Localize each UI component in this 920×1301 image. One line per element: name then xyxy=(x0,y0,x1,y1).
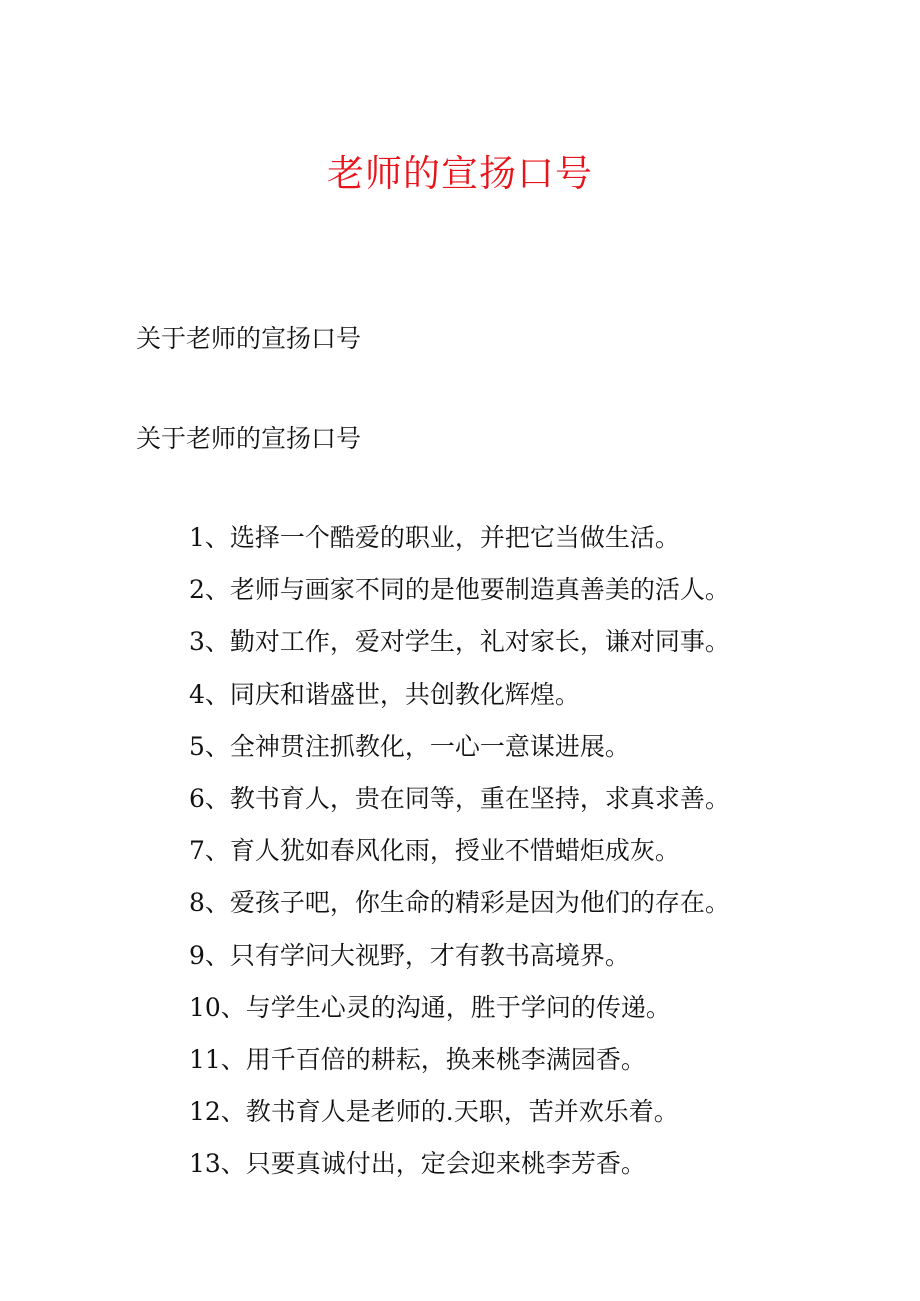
slogan-item: 4、同庆和谐盛世，共创教化辉煌。 xyxy=(189,679,580,709)
slogan-item: 7、育人犹如春风化雨，授业不惜蜡炬成灰。 xyxy=(189,836,680,866)
section-heading: 关于老师的宣扬口号 xyxy=(136,424,362,453)
slogan-item: 12、教书育人是老师的.天职，苦并欢乐着。 xyxy=(189,1097,679,1127)
slogan-item: 5、全神贯注抓教化，一心一意谋进展。 xyxy=(189,731,630,761)
document-title: 老师的宣扬口号 xyxy=(327,152,593,195)
slogan-item: 6、教书育人，贵在同等，重在坚持，求真求善。 xyxy=(189,783,730,813)
slogan-item: 10、与学生心灵的沟通，胜于学问的传递。 xyxy=(189,992,671,1022)
slogan-item: 2、老师与画家不同的是他要制造真善美的活人。 xyxy=(189,575,730,605)
slogan-item: 1、选择一个酷爱的职业，并把它当做生活。 xyxy=(189,523,680,552)
slogan-item: 11、用千百倍的耕耘，换来桃李满园香。 xyxy=(189,1044,646,1074)
section-heading: 关于老师的宣扬口号 xyxy=(136,324,362,353)
slogan-item: 13、只要真诚付出，定会迎来桃李芳香。 xyxy=(189,1149,646,1179)
slogan-item: 9、只有学问大视野，才有教书高境界。 xyxy=(189,940,630,970)
slogan-item: 3、勤对工作，爱对学生，礼对家长，谦对同事。 xyxy=(189,627,730,657)
slogan-list xyxy=(189,520,730,1198)
slogan-item: 8、爱孩子吧，你生命的精彩是因为他们的存在。 xyxy=(189,888,730,918)
